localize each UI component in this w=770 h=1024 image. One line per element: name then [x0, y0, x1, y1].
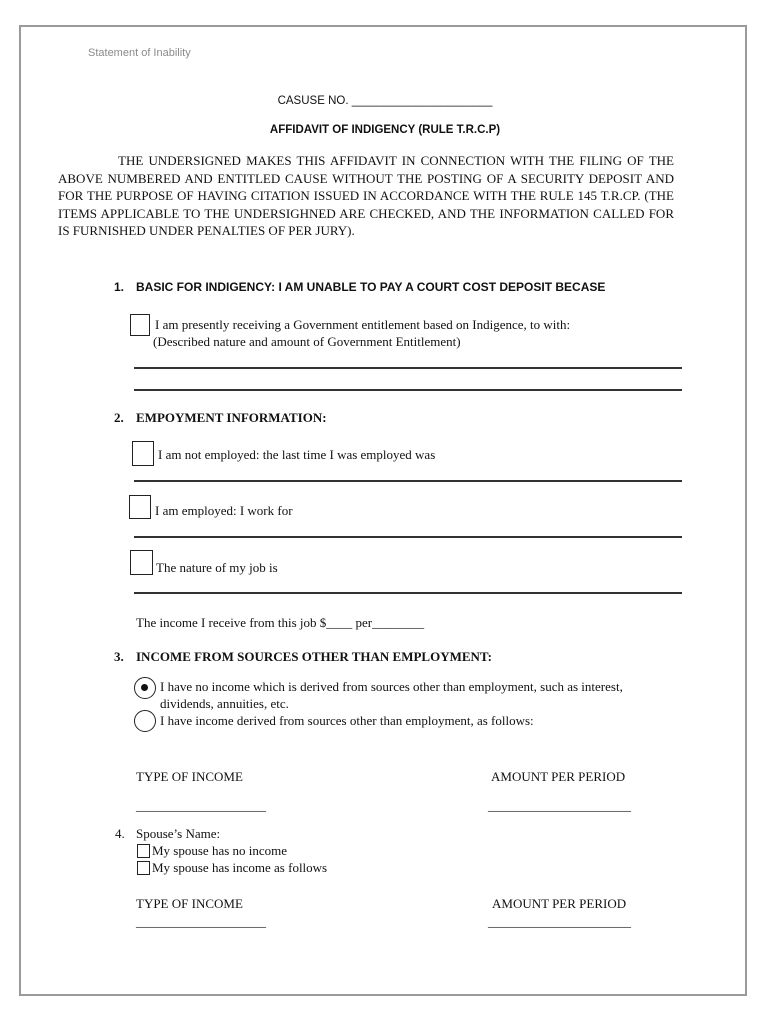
- section-4-number: 4.: [115, 826, 125, 841]
- section-3-heading: INCOME FROM SOURCES OTHER THAN EMPLOYMENT:: [136, 649, 492, 664]
- employed-checkbox[interactable]: [129, 495, 151, 519]
- government-entitlement-label: I am presently receiving a Government entitlement based on Indigence, to with:: [155, 317, 571, 332]
- affidavit-title: AFFIDAVIT OF INDIGENCY (RULE T.R.C.P): [269, 124, 501, 136]
- spouse-name-label[interactable]: Spouse’s Name:: [136, 826, 221, 841]
- employer-line[interactable]: [134, 536, 682, 538]
- other-income-radio[interactable]: [134, 710, 156, 732]
- section-4-type-header: TYPE OF INCOME: [136, 896, 243, 911]
- job-nature-line[interactable]: [134, 592, 682, 594]
- employed-label: I am employed: I work for: [155, 503, 293, 518]
- government-entitlement-checkbox[interactable]: [130, 314, 150, 336]
- entitlement-line-1[interactable]: [134, 367, 682, 369]
- section-3-amount-blank[interactable]: ______________________: [488, 798, 631, 813]
- not-employed-checkbox[interactable]: [132, 441, 154, 466]
- job-nature-checkbox[interactable]: [130, 550, 153, 575]
- section-3-number: 3.: [114, 649, 124, 664]
- spouse-no-income-label: My spouse has no income: [152, 843, 288, 858]
- section-3-type-header: TYPE OF INCOME: [136, 769, 243, 784]
- no-other-income-label-line-1: I have no income which is derived from sources other than employment, such as interest,: [160, 679, 623, 694]
- no-other-income-radio[interactable]: [134, 677, 156, 699]
- section-1-number: 1.: [114, 280, 125, 294]
- spouse-no-income-checkbox[interactable]: [137, 844, 150, 858]
- other-income-label: I have income derived from sources other than employment, as follows:: [160, 713, 534, 728]
- not-employed-line[interactable]: [134, 480, 682, 482]
- header-label: Statement of Inability: [88, 47, 191, 59]
- intro-text: THE UNDERSIGNED MAKES THIS AFFIDAVIT IN CONNECTION WITH THE FILING OF THE ABOVE NUMBERED AND ENTITLED CAUSE WITHOUT THE POSTING OF A SECURITY DEPOSIT AND FOR THE PURPOSE OF HAVING CITATION ISSUED IN ACCORDANCE WITH THE RULE 145 T.R.CP. (THE ITEMS APPLICABLE TO THE UNDERSIGHNED ARE CHECKED, AND THE INFORMATION CALLED FOR IS FURNISHED UNDER PENALTIES OF PER JURY).: [58, 153, 674, 238]
- section-3-amount-header: AMOUNT PER PERIOD: [491, 769, 626, 784]
- not-employed-label: I am not employed: the last time I was employed was: [158, 447, 436, 462]
- section-2-number: 2.: [114, 410, 124, 425]
- spouse-has-income-checkbox[interactable]: [137, 861, 150, 875]
- job-income-line[interactable]: The income I receive from this job $____ per________: [136, 615, 425, 630]
- section-3-type-blank[interactable]: ____________________: [136, 798, 266, 813]
- section-1-heading: BASIC FOR INDIGENCY: I AM UNABLE TO PAY A COURT COST DEPOSIT BECASE: [136, 280, 606, 294]
- cause-number: CASUSE NO. ______________________: [277, 95, 493, 107]
- spouse-has-income-label: My spouse has income as follows: [152, 860, 328, 875]
- section-4-amount-header: AMOUNT PER PERIOD: [492, 896, 627, 911]
- section-4-type-blank[interactable]: ____________________: [136, 914, 266, 929]
- government-entitlement-subtext: (Described nature and amount of Government Entitlement): [153, 334, 461, 349]
- entitlement-line-2[interactable]: [134, 389, 682, 391]
- intro-paragraph: [58, 152, 674, 240]
- section-4-amount-blank[interactable]: ______________________: [488, 914, 631, 929]
- radio-selected-dot: [141, 684, 148, 691]
- job-nature-label: The nature of my job is: [156, 560, 278, 575]
- section-2-heading: EMPOYMENT INFORMATION:: [136, 410, 327, 425]
- no-other-income-label-line-2: dividends, annuities, etc.: [160, 696, 289, 711]
